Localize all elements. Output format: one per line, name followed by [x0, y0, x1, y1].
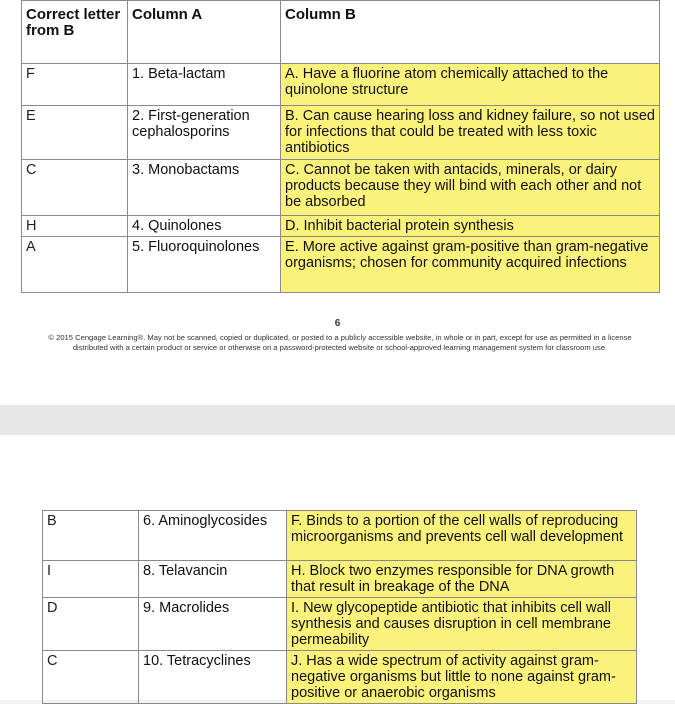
column-a-item: 6. Aminoglycosides — [139, 511, 287, 561]
column-b-item: I. New glycopeptide antibiotic that inhibits cell wall synthesis and causes disruption in cell membrane permeability — [287, 598, 637, 651]
column-a-item: 4. Quinolones — [128, 216, 281, 237]
answer-letter[interactable]: I — [43, 561, 139, 598]
table-row — [22, 160, 660, 216]
answer-letter[interactable]: F — [22, 64, 128, 106]
column-a-item: 9. Macrolides — [139, 598, 287, 651]
header-column-b: Column B — [281, 1, 660, 64]
answer-letter[interactable]: B — [43, 511, 139, 561]
header-letter: Correct letter from B — [22, 1, 128, 64]
column-b-item: B. Can cause hearing loss and kidney failure, so not used for infections that could be treated with less toxic antibiotics — [281, 106, 660, 160]
column-a-item: 3. Monobactams — [128, 160, 281, 216]
table-row — [22, 106, 660, 160]
answer-letter[interactable]: H — [22, 216, 128, 237]
column-b-item: D. Inhibit bacterial protein synthesis — [281, 216, 660, 237]
table-row — [43, 651, 637, 704]
table-row — [43, 511, 637, 561]
column-b-item: F. Binds to a portion of the cell walls of reproducing microorganisms and prevents cell wall development — [287, 511, 637, 561]
answer-letter[interactable]: C — [43, 651, 139, 704]
answer-letter[interactable]: E — [22, 106, 128, 160]
table-row — [22, 216, 660, 237]
column-a-item: 1. Beta-lactam — [128, 64, 281, 106]
table-row — [22, 64, 660, 106]
answer-letter[interactable]: C — [22, 160, 128, 216]
copyright-notice: © 2015 Cengage Learning®. May not be scanned, copied or duplicated, or posted to a publicly accessible website, in whole or in part, except for use as permitted in a license distributed with a certain product or service or otherwise on a password-protected website or school-approved learning management system for classroom use. — [48, 333, 632, 352]
column-b-item: H. Block two enzymes responsible for DNA growth that result in breakage of the DNA — [287, 561, 637, 598]
page-gap — [0, 405, 675, 435]
header-column-a: Column A — [128, 1, 281, 64]
column-b-item: C. Cannot be taken with antacids, minerals, or dairy products because they will bind with each other and not be absorbed — [281, 160, 660, 216]
table-row — [22, 237, 660, 293]
matching-table-2 — [42, 510, 637, 704]
column-b-item: E. More active against gram-positive than gram-negative organisms; chosen for community acquired infections — [281, 237, 660, 293]
column-a-item: 2. First-generation cephalosporins — [128, 106, 281, 160]
matching-table-1 — [21, 0, 660, 293]
column-a-item: 5. Fluoroquinolones — [128, 237, 281, 293]
column-a-item: 10. Tetracyclines — [139, 651, 287, 704]
header-row — [22, 1, 660, 64]
table-row — [43, 561, 637, 598]
page-number: 6 — [334, 318, 341, 329]
answer-letter[interactable]: D — [43, 598, 139, 651]
column-a-item: 8. Telavancin — [139, 561, 287, 598]
table-row — [43, 598, 637, 651]
column-b-item: A. Have a fluorine atom chemically attached to the quinolone structure — [281, 64, 660, 106]
column-b-item: J. Has a wide spectrum of activity against gram-negative organisms but little to none against gram-positive or anaerobic organisms — [287, 651, 637, 704]
answer-letter[interactable]: A — [22, 237, 128, 293]
